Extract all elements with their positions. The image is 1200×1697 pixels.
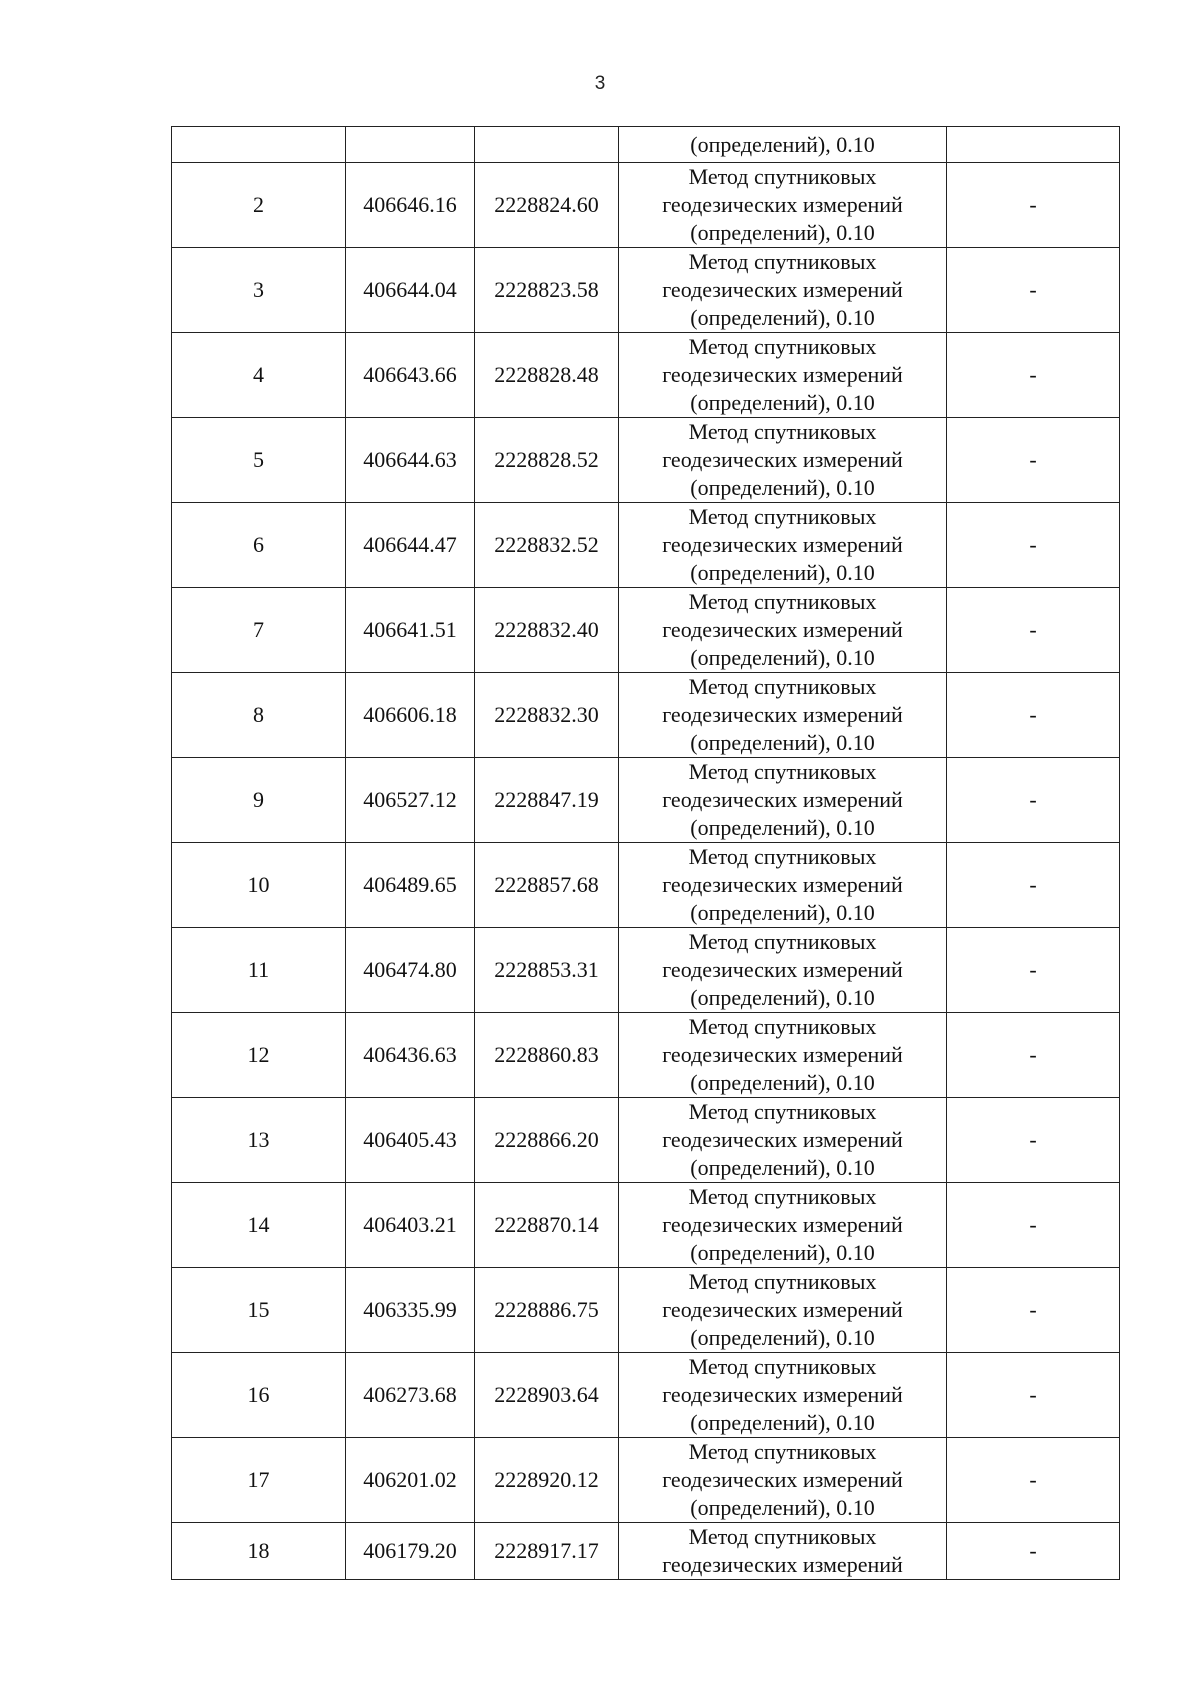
cell-method <box>619 1438 947 1523</box>
method-line-2: геодезических измерений <box>662 957 903 982</box>
method-line-2: геодезических измерений <box>662 617 903 642</box>
method-line-3: (определений), 0.10 <box>690 390 875 415</box>
table-row <box>172 503 1120 588</box>
cell-x-coordinate: 406489.65 <box>346 843 475 928</box>
cell-x-coordinate: 406436.63 <box>346 1013 475 1098</box>
cell-note: - <box>947 418 1120 503</box>
cell-x-coordinate: 406201.02 <box>346 1438 475 1523</box>
cell-y-coordinate <box>475 127 619 163</box>
cell-method <box>619 673 947 758</box>
cell-note: - <box>947 1268 1120 1353</box>
cell-x-coordinate: 406527.12 <box>346 758 475 843</box>
cell-method <box>619 1098 947 1183</box>
cell-x-coordinate: 406643.66 <box>346 333 475 418</box>
cell-point-number: 10 <box>172 843 346 928</box>
cell-point-number: 4 <box>172 333 346 418</box>
cell-y-coordinate: 2228832.52 <box>475 503 619 588</box>
method-line-2: геодезических измерений <box>662 1127 903 1152</box>
method-line-1: Метод спутниковых <box>688 674 877 699</box>
cell-y-coordinate: 2228920.12 <box>475 1438 619 1523</box>
cell-x-coordinate: 406646.16 <box>346 163 475 248</box>
table-row <box>172 1523 1120 1580</box>
table-row <box>172 673 1120 758</box>
cell-note: - <box>947 333 1120 418</box>
cell-method <box>619 588 947 673</box>
table-row <box>172 333 1120 418</box>
method-line-2: геодезических измерений <box>662 277 903 302</box>
cell-point-number: 15 <box>172 1268 346 1353</box>
cell-x-coordinate: 406474.80 <box>346 928 475 1013</box>
cell-note: - <box>947 758 1120 843</box>
cell-method <box>619 843 947 928</box>
cell-x-coordinate: 406273.68 <box>346 1353 475 1438</box>
cell-method <box>619 248 947 333</box>
cell-point-number: 18 <box>172 1523 346 1580</box>
cell-y-coordinate: 2228903.64 <box>475 1353 619 1438</box>
method-line-2: геодезических измерений <box>662 1552 903 1577</box>
table-row <box>172 1268 1120 1353</box>
method-line-3: (определений), 0.10 <box>690 305 875 330</box>
method-line-1: Метод спутниковых <box>688 249 877 274</box>
cell-y-coordinate: 2228832.30 <box>475 673 619 758</box>
cell-x-coordinate: 406644.63 <box>346 418 475 503</box>
cell-x-coordinate: 406179.20 <box>346 1523 475 1580</box>
method-line-3: (определений), 0.10 <box>690 220 875 245</box>
method-line-2: геодезических измерений <box>662 362 903 387</box>
cell-y-coordinate: 2228860.83 <box>475 1013 619 1098</box>
table-row <box>172 418 1120 503</box>
method-line-3: (определений), 0.10 <box>690 815 875 840</box>
cell-x-coordinate: 406403.21 <box>346 1183 475 1268</box>
method-line-2: геодезических измерений <box>662 192 903 217</box>
method-line-2: геодезических измерений <box>662 1297 903 1322</box>
method-line-3: (определений), 0.10 <box>690 131 875 157</box>
coordinates-table <box>171 126 1120 1580</box>
method-line-3: (определений), 0.10 <box>690 1155 875 1180</box>
cell-method <box>619 503 947 588</box>
method-line-1: Метод спутниковых <box>688 1014 877 1039</box>
cell-point-number: 17 <box>172 1438 346 1523</box>
cell-method <box>619 127 947 163</box>
method-line-1: Метод спутниковых <box>688 1269 877 1294</box>
method-line-3: (определений), 0.10 <box>690 1325 875 1350</box>
method-line-3: (определений), 0.10 <box>690 645 875 670</box>
cell-method <box>619 1013 947 1098</box>
cell-y-coordinate: 2228870.14 <box>475 1183 619 1268</box>
cell-method <box>619 928 947 1013</box>
cell-point-number: 5 <box>172 418 346 503</box>
method-line-3: (определений), 0.10 <box>690 985 875 1010</box>
method-line-1: Метод спутниковых <box>688 164 877 189</box>
cell-point-number: 8 <box>172 673 346 758</box>
cell-point-number: 11 <box>172 928 346 1013</box>
method-line-1: Метод спутниковых <box>688 1184 877 1209</box>
method-line-2: геодезических измерений <box>662 787 903 812</box>
cell-y-coordinate: 2228832.40 <box>475 588 619 673</box>
cell-point-number: 6 <box>172 503 346 588</box>
cell-y-coordinate: 2228886.75 <box>475 1268 619 1353</box>
cell-x-coordinate: 406644.04 <box>346 248 475 333</box>
table-row <box>172 248 1120 333</box>
method-line-1: Метод спутниковых <box>688 929 877 954</box>
cell-note: - <box>947 1523 1120 1580</box>
table-row <box>172 1013 1120 1098</box>
cell-y-coordinate: 2228828.52 <box>475 418 619 503</box>
table-row <box>172 163 1120 248</box>
table-row <box>172 1353 1120 1438</box>
table-row <box>172 843 1120 928</box>
method-line-3: (определений), 0.10 <box>690 560 875 585</box>
cell-x-coordinate: 406606.18 <box>346 673 475 758</box>
method-line-1: Метод спутниковых <box>688 844 877 869</box>
method-line-1: Метод спутниковых <box>688 419 877 444</box>
cell-point-number: 2 <box>172 163 346 248</box>
cell-method <box>619 333 947 418</box>
cell-note: - <box>947 503 1120 588</box>
table-row <box>172 928 1120 1013</box>
cell-note <box>947 127 1120 163</box>
cell-point-number: 13 <box>172 1098 346 1183</box>
cell-point-number: 14 <box>172 1183 346 1268</box>
cell-method <box>619 163 947 248</box>
method-line-3: (определений), 0.10 <box>690 1410 875 1435</box>
method-line-2: геодезических измерений <box>662 1467 903 1492</box>
method-line-2: геодезических измерений <box>662 1212 903 1237</box>
method-line-2: геодезических измерений <box>662 447 903 472</box>
method-line-3: (определений), 0.10 <box>690 730 875 755</box>
cell-x-coordinate: 406335.99 <box>346 1268 475 1353</box>
method-line-2: геодезических измерений <box>662 1382 903 1407</box>
cell-point-number: 7 <box>172 588 346 673</box>
method-line-1: Метод спутниковых <box>688 1439 877 1464</box>
cell-point-number <box>172 127 346 163</box>
method-line-1: Метод спутниковых <box>688 1354 877 1379</box>
table-row <box>172 758 1120 843</box>
cell-y-coordinate: 2228847.19 <box>475 758 619 843</box>
cell-y-coordinate: 2228866.20 <box>475 1098 619 1183</box>
cell-note: - <box>947 1098 1120 1183</box>
cell-y-coordinate: 2228917.17 <box>475 1523 619 1580</box>
table-row <box>172 1183 1120 1268</box>
method-line-3: (определений), 0.10 <box>690 900 875 925</box>
cell-method <box>619 418 947 503</box>
cell-note: - <box>947 588 1120 673</box>
cell-method <box>619 1523 947 1580</box>
cell-point-number: 9 <box>172 758 346 843</box>
cell-y-coordinate: 2228828.48 <box>475 333 619 418</box>
cell-note: - <box>947 928 1120 1013</box>
cell-note: - <box>947 248 1120 333</box>
method-line-2: геодезических измерений <box>662 532 903 557</box>
method-line-1: Метод спутниковых <box>688 589 877 614</box>
cell-y-coordinate: 2228824.60 <box>475 163 619 248</box>
cell-y-coordinate: 2228823.58 <box>475 248 619 333</box>
cell-x-coordinate: 406644.47 <box>346 503 475 588</box>
method-line-1: Метод спутниковых <box>688 334 877 359</box>
cell-note: - <box>947 1013 1120 1098</box>
table-row <box>172 1438 1120 1523</box>
method-line-3: (определений), 0.10 <box>690 1495 875 1520</box>
cell-x-coordinate <box>346 127 475 163</box>
method-line-2: геодезических измерений <box>662 702 903 727</box>
method-line-2: геодезических измерений <box>662 872 903 897</box>
cell-method <box>619 1353 947 1438</box>
cell-note: - <box>947 843 1120 928</box>
method-line-3: (определений), 0.10 <box>690 475 875 500</box>
table-row <box>172 588 1120 673</box>
cell-x-coordinate: 406405.43 <box>346 1098 475 1183</box>
cell-method <box>619 1268 947 1353</box>
cell-x-coordinate: 406641.51 <box>346 588 475 673</box>
cell-note: - <box>947 163 1120 248</box>
cell-note: - <box>947 1183 1120 1268</box>
method-line-2: геодезических измерений <box>662 1042 903 1067</box>
cell-method <box>619 758 947 843</box>
method-line-1: Метод спутниковых <box>688 1524 877 1549</box>
table-row <box>172 1098 1120 1183</box>
method-line-1: Метод спутниковых <box>688 504 877 529</box>
cell-note: - <box>947 673 1120 758</box>
cell-point-number: 3 <box>172 248 346 333</box>
cell-y-coordinate: 2228853.31 <box>475 928 619 1013</box>
cell-note: - <box>947 1353 1120 1438</box>
cell-y-coordinate: 2228857.68 <box>475 843 619 928</box>
page-number: 3 <box>594 73 606 94</box>
cell-point-number: 16 <box>172 1353 346 1438</box>
cell-point-number: 12 <box>172 1013 346 1098</box>
cell-note: - <box>947 1438 1120 1523</box>
method-line-3: (определений), 0.10 <box>690 1240 875 1265</box>
table-row-continuation <box>172 127 1120 163</box>
cell-method <box>619 1183 947 1268</box>
method-line-3: (определений), 0.10 <box>690 1070 875 1095</box>
method-line-1: Метод спутниковых <box>688 1099 877 1124</box>
method-line-1: Метод спутниковых <box>688 759 877 784</box>
